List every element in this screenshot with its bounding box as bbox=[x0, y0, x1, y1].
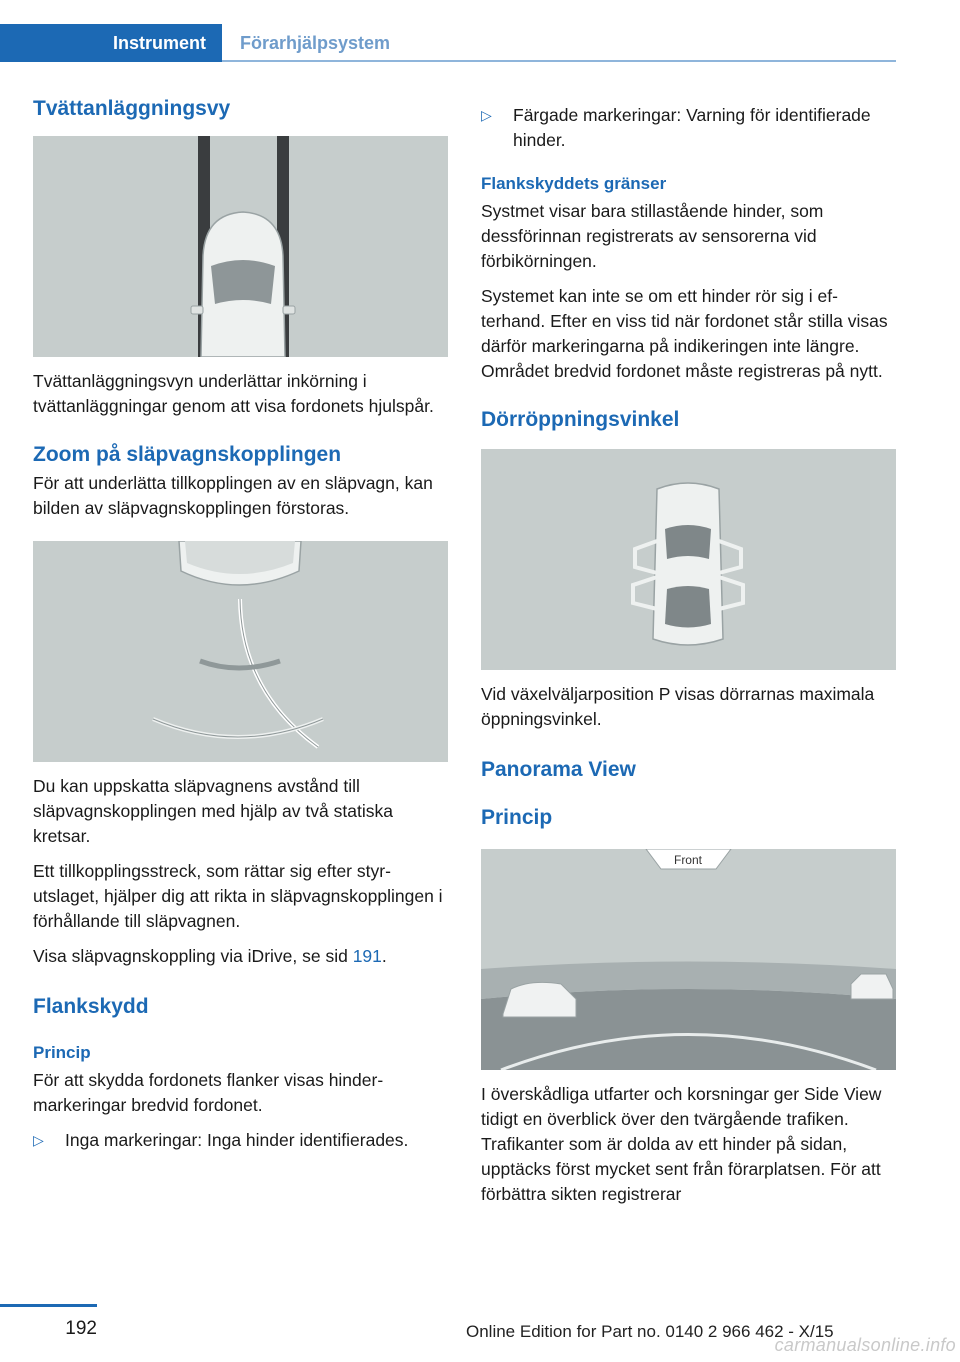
para-trailer-line: Ett tillkopplingsstreck, som rättar sig efter styrutslaget, hjälper dig att rikta in släpvagnskopplingen i förhållande till släpvagnen. bbox=[33, 860, 443, 931]
para-trailer-zoom: För att underlätta tillkopplingen av en släpvagn, kan bilden av släpvagnskopplingen förstoras. bbox=[33, 472, 433, 518]
para-panorama: I överskådliga utfarter och korsningar ger Side View tidigt en överblick över den tvärgående trafiken. Trafikanter som är dolda av ett hinder på sidan, upptäcks först mycket sent från förarplatsen. För att förbättra sikten registrerar bbox=[481, 1083, 882, 1204]
trailer-hitch-illustration bbox=[33, 541, 448, 762]
para-idrive-text: Visa släpvagnskoppling via iDrive, se sid bbox=[33, 945, 353, 966]
para-limits-2: Systemet kan inte se om ett hinder rör sig i efterhand. Efter en viss tid när fordonet står stilla visas därför markeringarna på indikeringen inte längre. Området bredvid fordonet måste registreras på nytt. bbox=[481, 286, 888, 382]
triangle-bullet-icon: ▷ bbox=[33, 1131, 44, 1148]
list-item bbox=[481, 103, 896, 153]
heading-trailer-zoom: Zoom på släpvagnskopplingen bbox=[33, 443, 342, 467]
heading-door-angle: Dörröppningsvinkel bbox=[481, 408, 680, 432]
para-idrive bbox=[33, 944, 448, 969]
bullet-text: Inga markeringar: Inga hinder identifierades. bbox=[65, 1129, 409, 1150]
tab-forarhjalpsystem[interactable]: Förarhjälpsystem bbox=[240, 32, 391, 53]
para-limits-1: Systmet visar bara stillastående hinder, som dessförinnan registrerats av sensorerna vid förbikörningen. bbox=[481, 201, 824, 272]
footer-divider bbox=[0, 1304, 97, 1307]
bullet-text: Färgade markeringar: Varning för identifierade hinder. bbox=[513, 105, 871, 150]
triangle-bullet-icon: ▷ bbox=[481, 107, 492, 123]
left-column bbox=[33, 95, 448, 1163]
heading-flank-limits: Flankskyddets gränser bbox=[481, 174, 667, 193]
front-label: Front bbox=[673, 852, 703, 867]
para-trailer-estimate: Du kan uppskatta släpvagnens avstånd till släpvagnskopplingen med hjälp av två statiska kretsar. bbox=[33, 775, 393, 846]
panorama-view-illustration bbox=[481, 849, 896, 1070]
para-idrive-end: . bbox=[381, 945, 387, 966]
watermark: carmanualsonline.info bbox=[774, 1335, 956, 1355]
list-item bbox=[33, 1128, 448, 1153]
para-door-angle: Vid växelväljarposition P visas dörrarnas maximala öppningsvinkel. bbox=[481, 684, 875, 730]
tab-instrument[interactable]: Instrument bbox=[0, 24, 222, 62]
heading-principle: Princip bbox=[33, 1042, 91, 1062]
door-angle-illustration bbox=[481, 449, 896, 670]
para-wash-view: Tvättanläggningsvyn underlättar inkörning i tvättanläggningar genom att visa fordonets hjulspår. bbox=[33, 371, 434, 417]
edition-text: Online Edition for Part no. 0140 2 966 462 - X/15 bbox=[466, 1322, 834, 1341]
wash-view-illustration bbox=[33, 136, 448, 357]
right-column bbox=[481, 103, 896, 1217]
page-number: 192 bbox=[65, 1318, 97, 1339]
heading-principle-2: Princip bbox=[481, 805, 553, 829]
header-divider bbox=[222, 60, 896, 62]
heading-panorama-view: Panorama View bbox=[481, 758, 636, 782]
heading-flank-protection: Flankskydd bbox=[33, 994, 149, 1018]
para-flank: För att skydda fordonets flanker visas hindermarkeringar bredvid fordonet. bbox=[33, 1069, 384, 1115]
heading-wash-view: Tvättanläggningsvy bbox=[33, 97, 231, 120]
page-link-191[interactable]: 191 bbox=[352, 945, 382, 966]
